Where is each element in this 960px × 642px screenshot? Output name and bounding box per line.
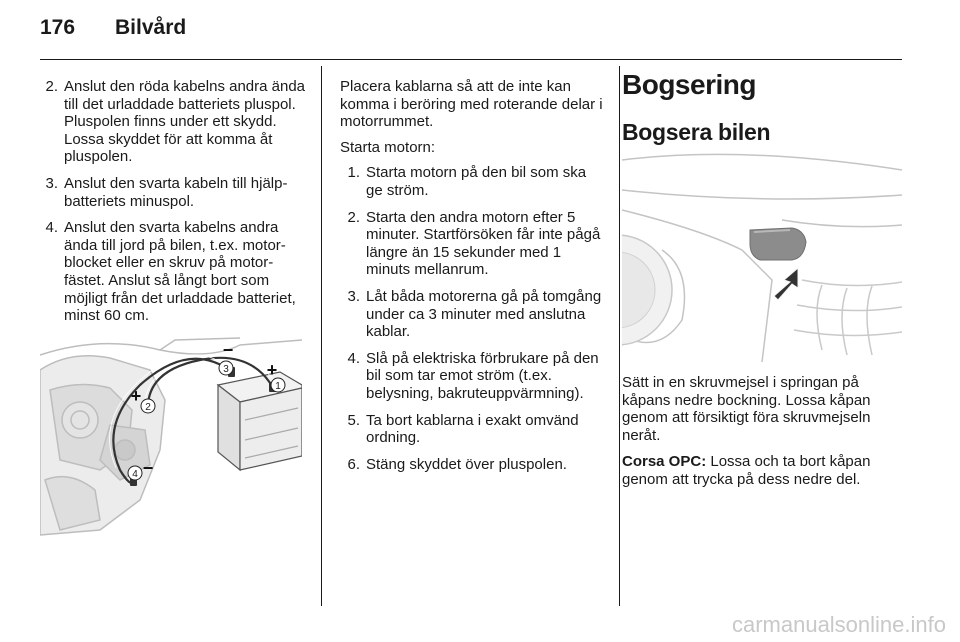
list-item: 1. Starta motorn på den bil som ska ge ström.	[347, 164, 587, 199]
instruction-paragraph: Sätt in en skruvmejsel i springan på kåpans nedre bockning. Lossa kåpan genom att försiktigt föra skruvmejseln neråt.	[622, 374, 871, 444]
column-3-body	[622, 374, 902, 498]
page-number: 176	[40, 16, 76, 39]
intro-paragraph: Placera kablarna så att de inte kan komma i beröring med roterande delar i motorrummet.	[340, 78, 603, 131]
page-header	[40, 16, 186, 46]
watermark: carmanualsonline.info	[731, 612, 946, 637]
column-1	[40, 78, 305, 334]
heading-bogsera-bilen: Bogsera bilen	[622, 119, 771, 145]
start-label: Starta motorn:	[340, 138, 436, 156]
section-title: Bilvård	[115, 16, 187, 39]
list-item: 4. Slå på elektriska förbrukare på den bil som tar emot ström (t.ex. belysning, bakruteuppvärmning).	[347, 349, 599, 402]
corsa-opc-label: Corsa OPC:	[622, 453, 707, 471]
minus-sign-bottom: −	[142, 458, 154, 478]
minus-sign-top: −	[222, 340, 234, 360]
list-item: 2. Starta den andra motorn efter 5 minuter. Startförsöken får inte pågå längre än 15 sekunder med 1 minuts mellanrum.	[347, 208, 601, 279]
list-item: 2. Anslut den röda kabelns andra ända till det urladdade batteriets pluspol. Pluspolen finns under ett skydd. Lossa skyddet för att komma åt pluspolen.	[45, 78, 306, 166]
heading-bogsering: Bogsering	[622, 69, 756, 100]
column-divider-2	[619, 66, 620, 606]
list-item: 3. Låt båda motorerna gå på tomgång under ca 3 minuter med anslutna kablar.	[347, 287, 602, 341]
list-item: 6. Stäng skyddet över pluspolen.	[347, 455, 567, 473]
corsa-opc-paragraph: Corsa OPC: Lossa och ta bort kåpan genom att trycka på dess nedre del.	[622, 453, 871, 488]
header-rule	[40, 59, 902, 60]
plus-sign-left: +	[130, 386, 142, 406]
column-divider-1	[321, 66, 322, 606]
column-2	[340, 78, 606, 482]
callout-2: 2	[145, 402, 151, 413]
callout-1: 1	[275, 381, 281, 392]
callout-4: 4	[132, 469, 138, 480]
jump-start-illustration	[40, 330, 302, 540]
callout-3: 3	[223, 364, 229, 375]
list-item: 5. Ta bort kablarna i exakt omvänd ordning.	[347, 411, 579, 447]
list-item: 3. Anslut den svarta kabeln till hjälpbatteriets minuspol.	[45, 174, 288, 210]
tow-cover-illustration	[622, 150, 902, 362]
plus-sign-right: +	[266, 360, 278, 380]
list-item: 4. Anslut den svarta kabelns andra ända till jord på bilen, t.ex. motorblocket eller en skruv på motorfästet. Anslut så långt bort som möjligt från det urladdade batteriet, minst 60 cm.	[45, 219, 296, 325]
column-3	[622, 68, 902, 160]
